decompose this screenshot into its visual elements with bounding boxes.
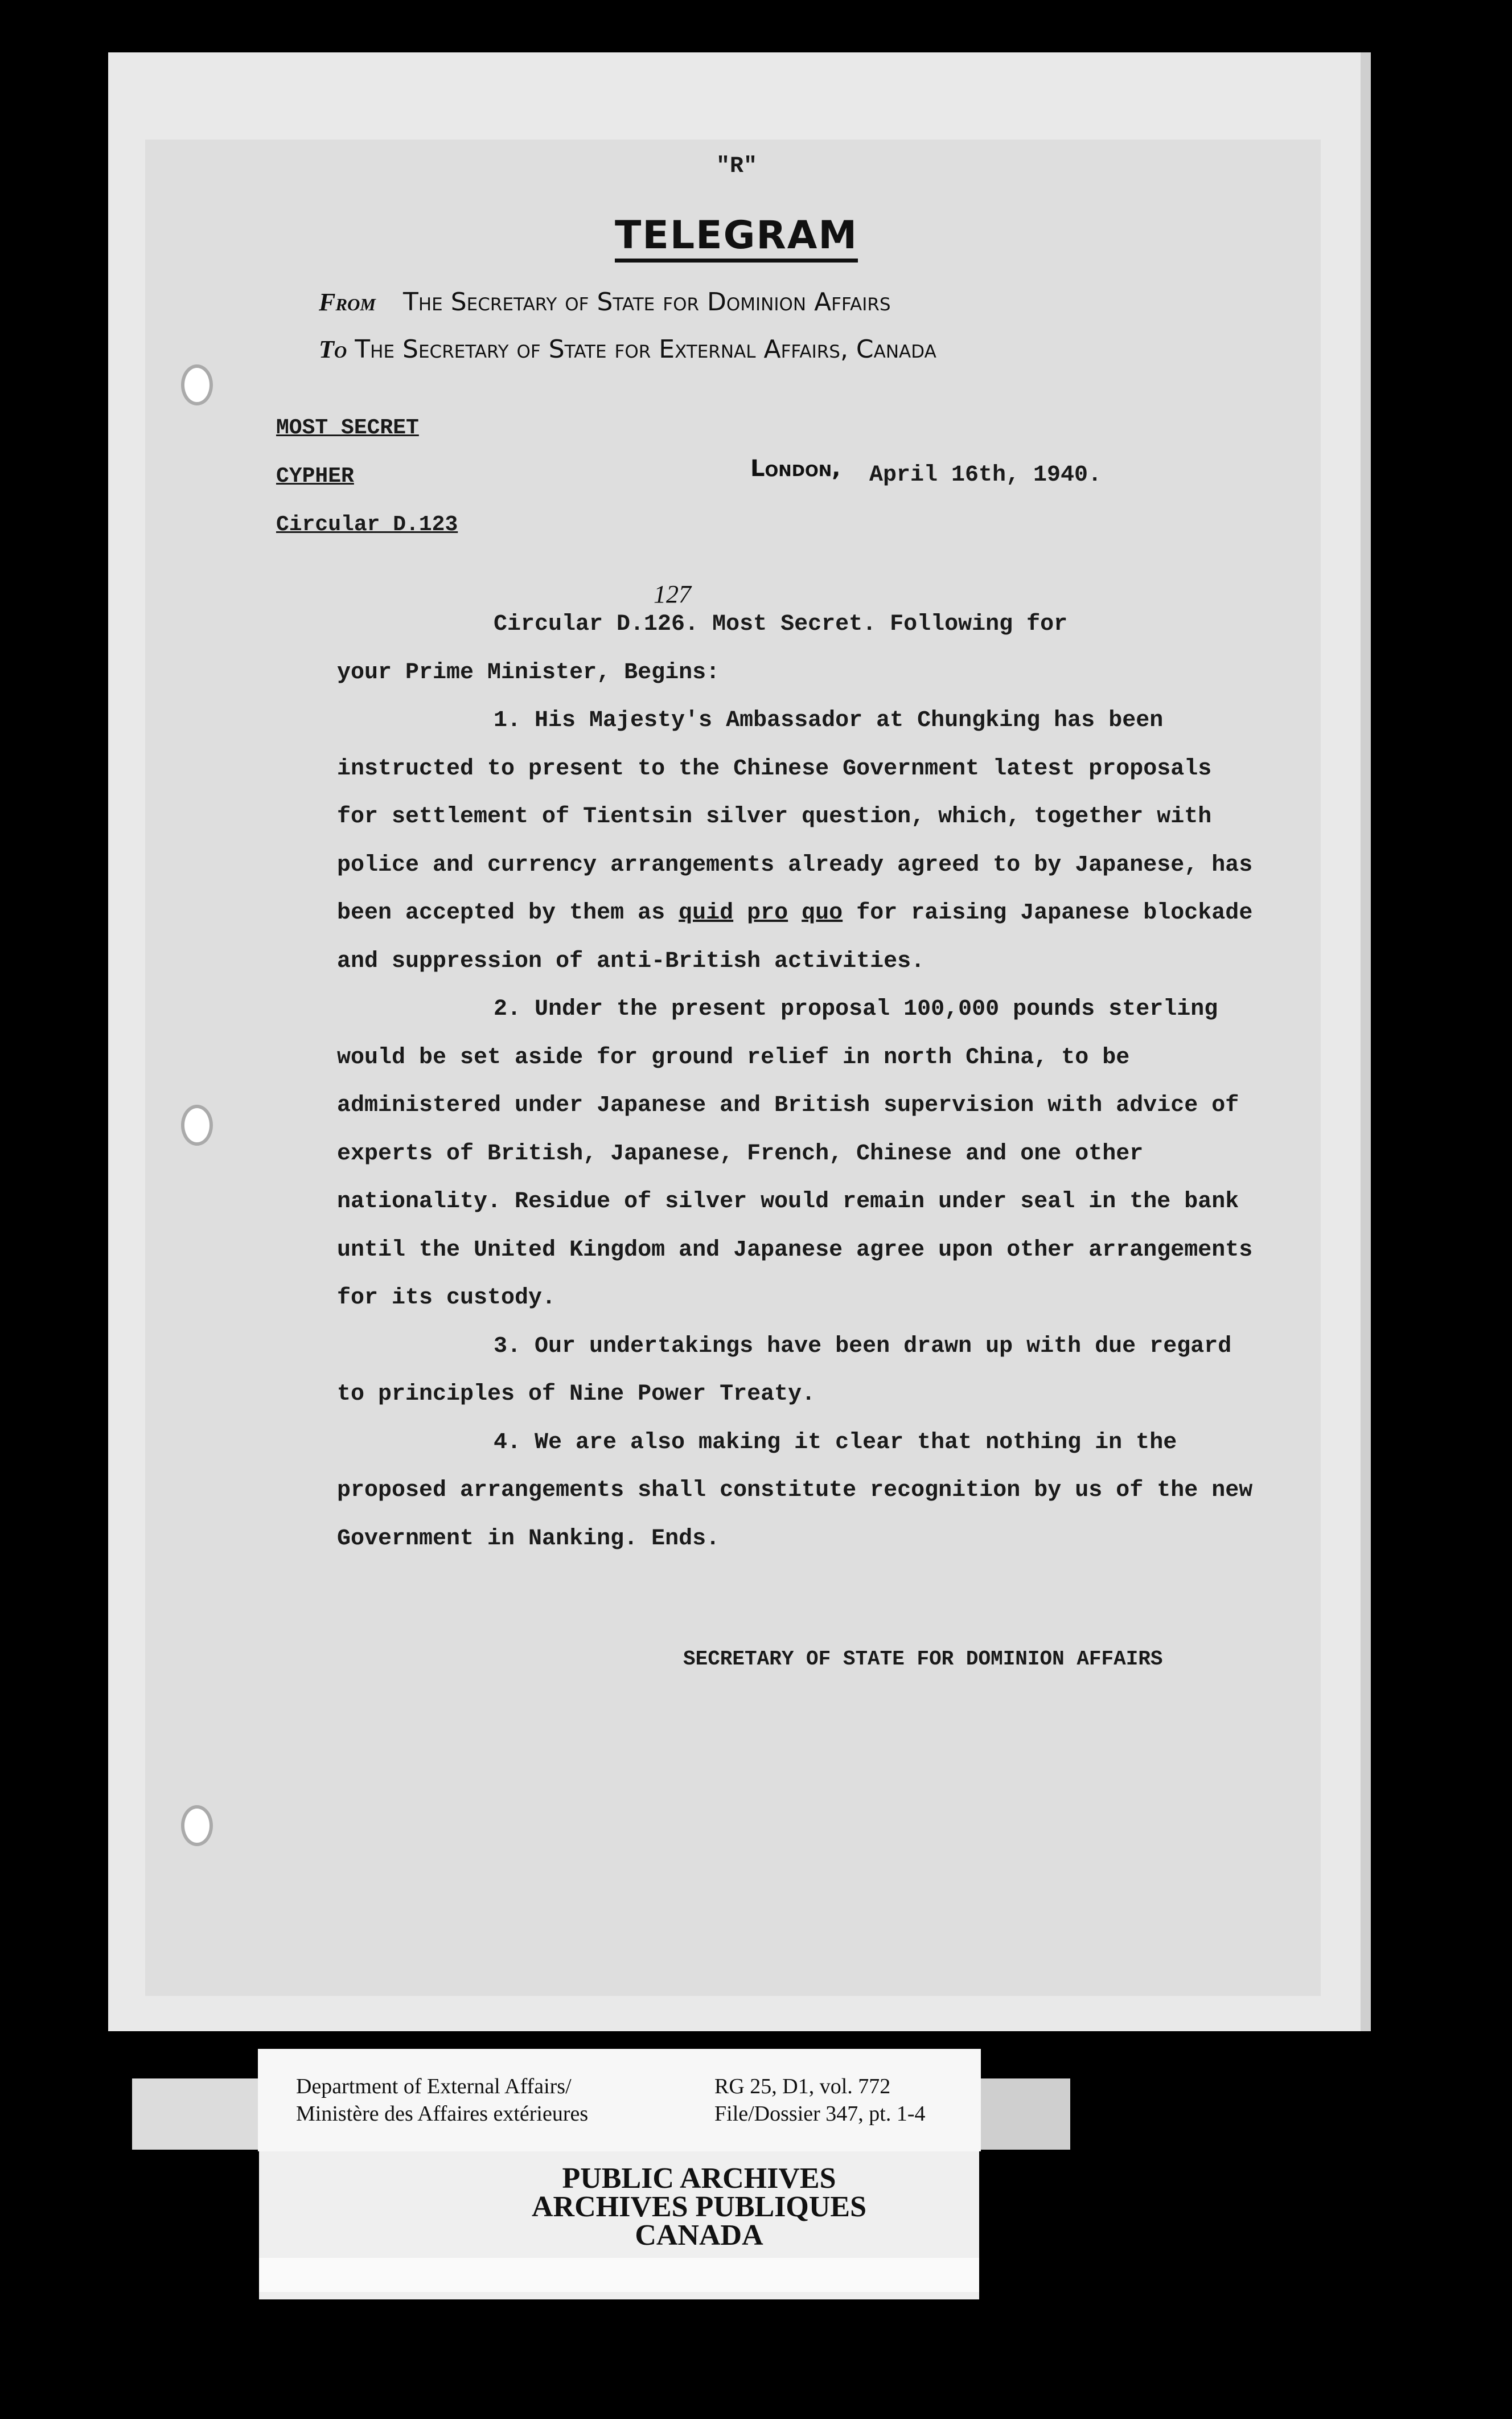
from-label: From	[319, 288, 376, 316]
dept-french: Ministère des Affaires extérieures	[296, 2102, 589, 2126]
origin-date: April 16th, 1940.	[869, 462, 1102, 488]
binder-hole-middle	[181, 1105, 213, 1146]
archive-label	[258, 2049, 981, 2151]
quid-term: quid	[679, 900, 734, 926]
copy-mark: "R"	[716, 154, 758, 179]
stamp-strip	[259, 2258, 979, 2292]
stamp-line-2: ARCHIVES PUBLIQUES	[531, 2191, 867, 2223]
stamp-line-3: CANADA	[635, 2219, 763, 2252]
from-line	[319, 288, 891, 317]
circular-reference: Circular D.123	[276, 512, 458, 537]
paragraph-2: 2. Under the present proposal 100,000 pounds sterling would be set aside for ground relief in north China, to be administered under Japanese and British supervision with advice of experts of British, Japanese, French, Chinese and one other nationality. Residue of silver would remain under seal in the bank until the United Kingdom and Japanese agree upon other arrangements for its custody.	[337, 997, 1253, 1311]
to-label: To	[319, 335, 347, 363]
signature: SECRETARY OF STATE FOR DOMINION AFFAIRS	[683, 1647, 1163, 1671]
binder-hole-top	[181, 364, 213, 405]
origin-place: London,	[750, 456, 841, 482]
label-strip-end	[968, 2078, 1070, 2150]
from-value: The Secretary of State for Dominion Affairs	[402, 288, 891, 317]
classification-method: CYPHER	[276, 464, 354, 489]
intro-paragraph: Circular D.126. Most Secret. Following for your Prime Minister, Begins:	[337, 612, 1068, 686]
paragraph-1: 1. His Majesty's Ambassador at Chungking has been instructed to present to the Chinese Government latest proposals for settlement of Tientsin silver question, which, together with police and currency arrangements already agreed to by Japanese, has been accepted by them as quid pro quo for raising Japanese blockade and suppression of anti-British activities.	[337, 708, 1253, 974]
handwritten-number: 127	[654, 580, 691, 608]
binder-hole-bottom	[181, 1805, 213, 1846]
dept-english: Department of External Affairs/	[296, 2074, 572, 2098]
paragraph-4: 4. We are also making it clear that nothing in the proposed arrangements shall constitute recognition by us of the new Government in Nanking. Ends.	[337, 1429, 1253, 1552]
file-dossier: File/Dossier 347, pt. 1-4	[714, 2102, 926, 2126]
paragraph-3: 3. Our undertakings have been drawn up with due regard to principles of Nine Power Treaty.	[337, 1333, 1232, 1407]
to-value: The Secretary of State for External Affairs, Canada	[355, 335, 936, 364]
telegram-body	[337, 601, 1265, 1563]
document-title: TELEGRAM	[615, 216, 858, 263]
to-line	[319, 335, 936, 364]
record-group: RG 25, D1, vol. 772	[714, 2074, 891, 2098]
pro-term: pro	[747, 900, 788, 926]
stamp-line-1: PUBLIC ARCHIVES	[562, 2162, 836, 2195]
classification-level: MOST SECRET	[276, 416, 419, 440]
quo-term: quo	[802, 900, 843, 926]
